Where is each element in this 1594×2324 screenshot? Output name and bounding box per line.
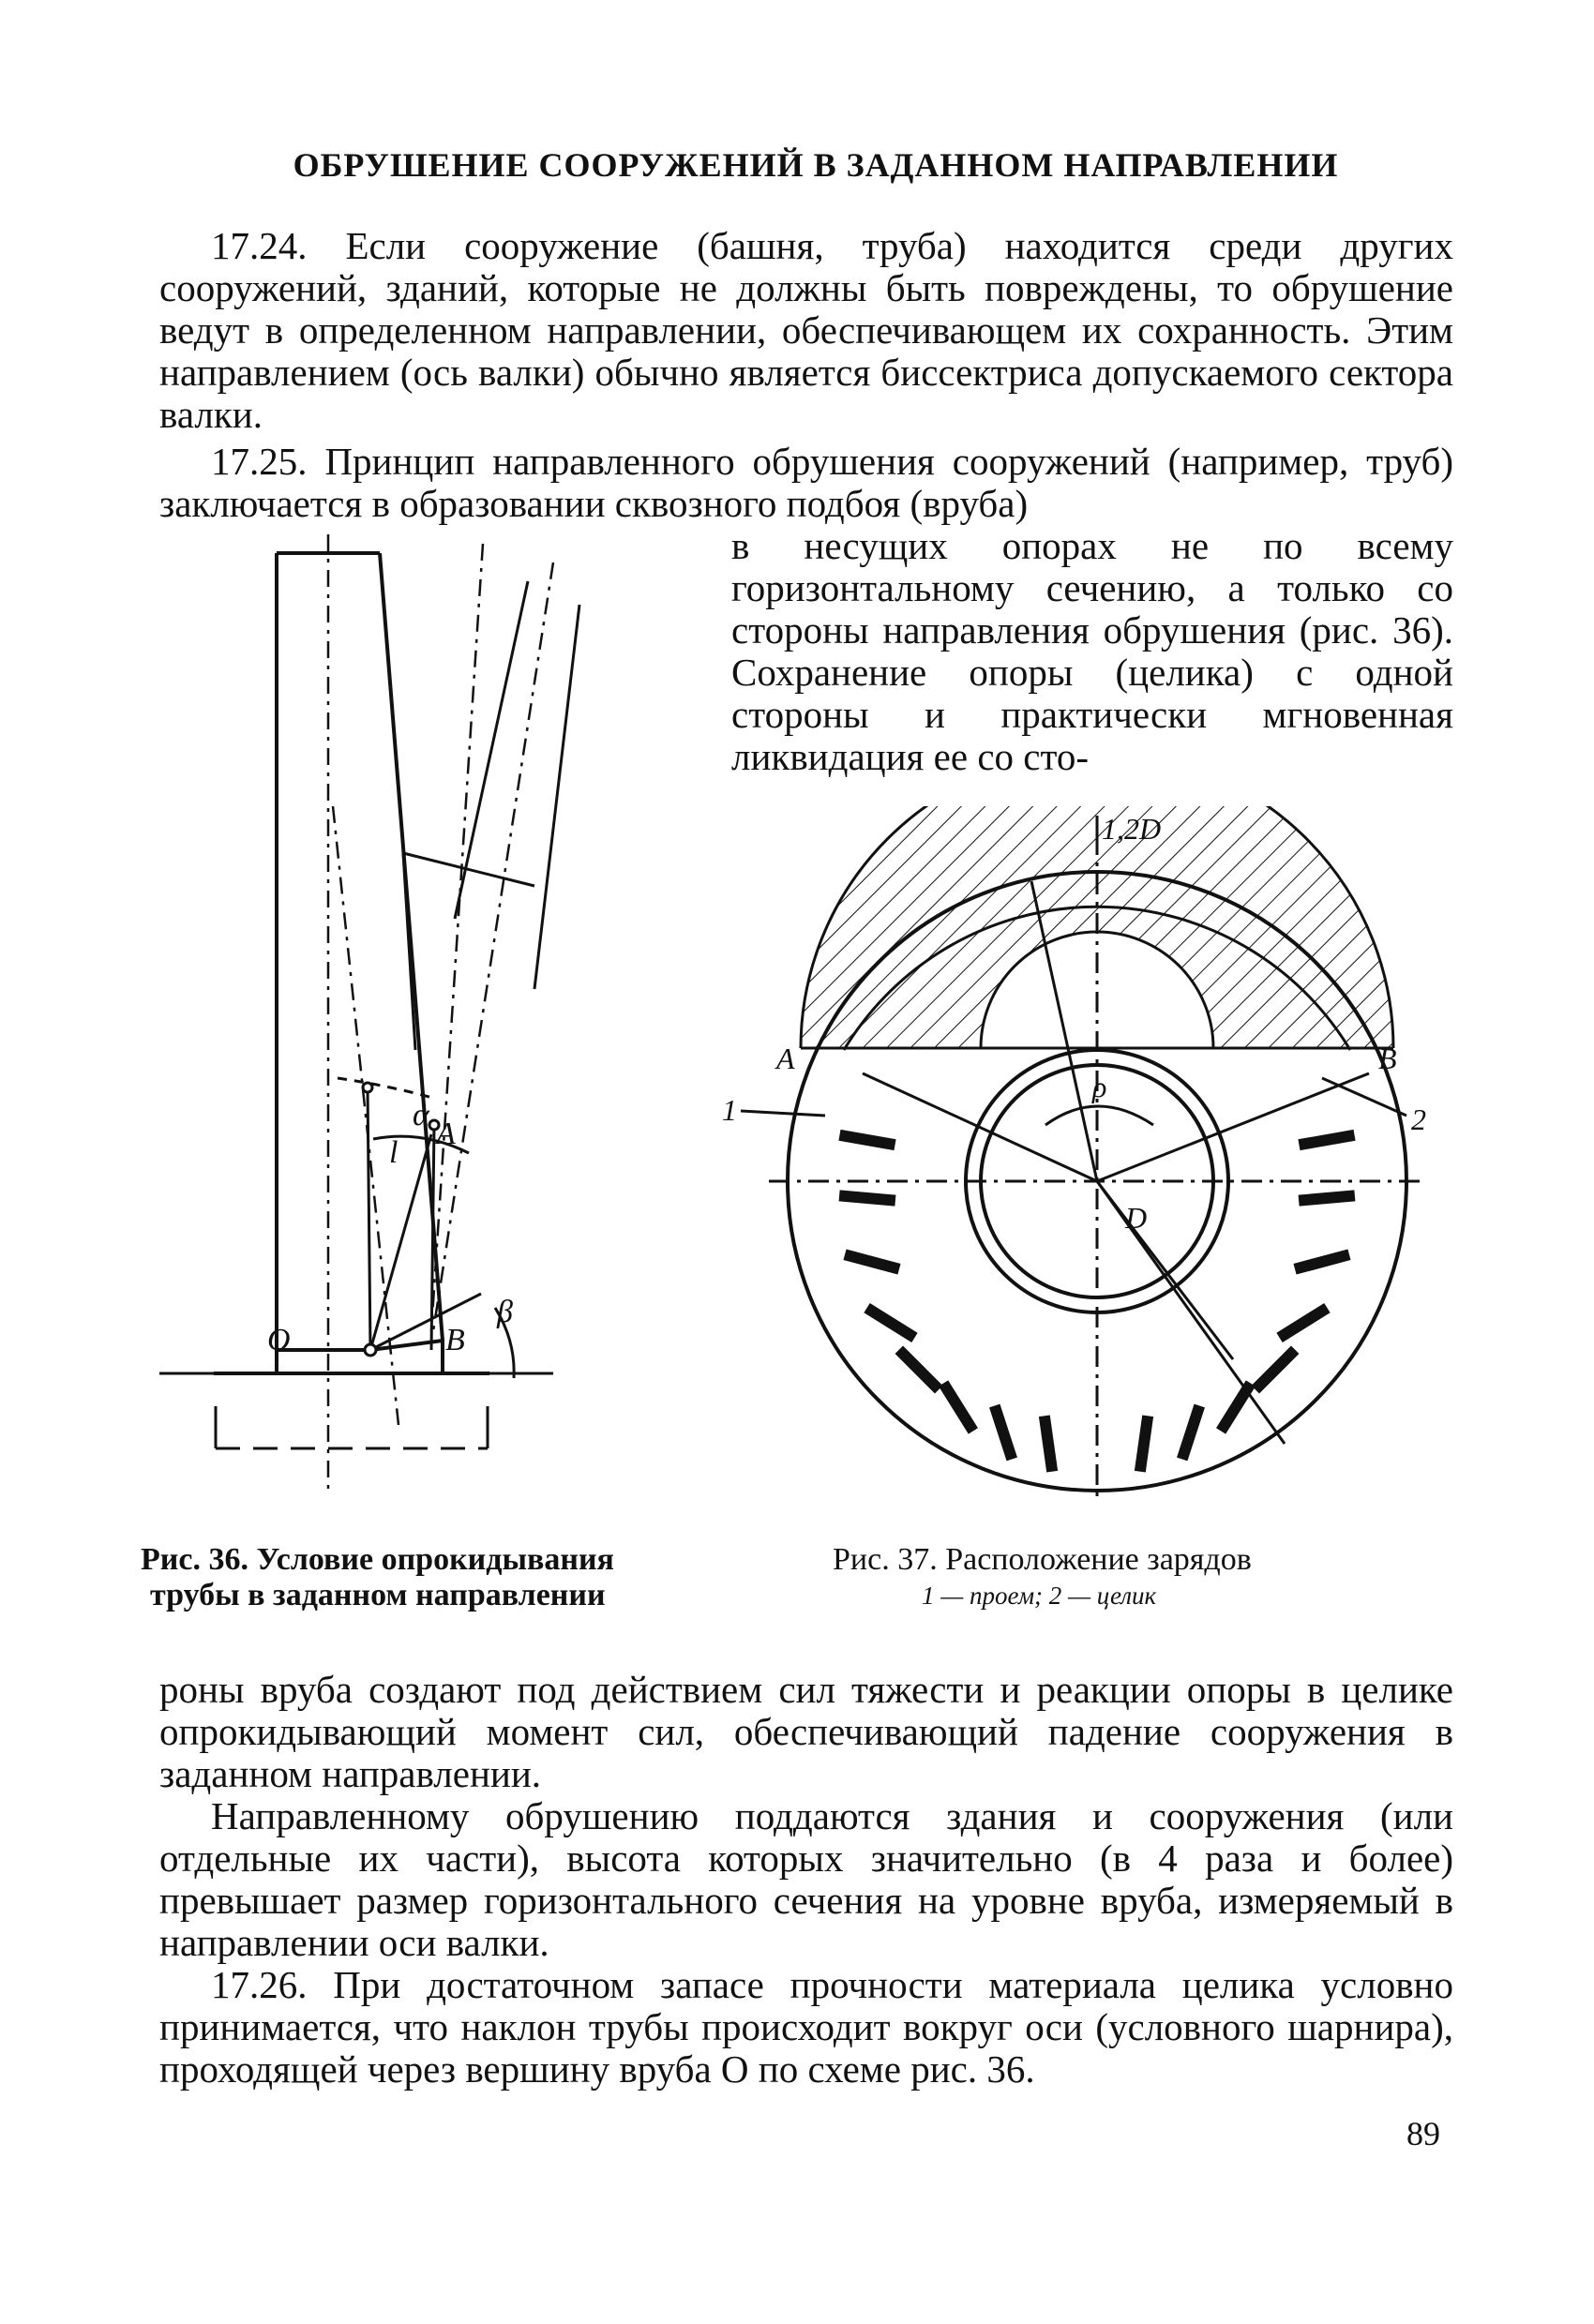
figure-36-caption: [141, 1542, 614, 1613]
label-1: 1: [722, 1093, 737, 1127]
paragraph-17-26-text: 17.26. При достаточном запасе прочности материала целика условно принимается, что наклон трубы происходит вокруг оси (условного шарнира), проходящей через вершину вруба О по схеме рис. 36.: [159, 1963, 1453, 2091]
tilted-chimney-right: [534, 605, 579, 989]
figure-37-caption-title: Рис. 37. Расположение зарядов: [833, 1542, 1252, 1577]
page-number: 89: [1406, 2115, 1440, 2152]
cut-outline: [277, 1341, 443, 1373]
label-o: O: [267, 1323, 291, 1357]
paragraph-17-26: [159, 1964, 1453, 2091]
label-rho: ρ: [1092, 1070, 1107, 1103]
figure-36-chimney-diagram: [150, 525, 675, 1500]
paragraph-continuation: роны вруба создают под действием сил тяжести и реакции опоры в целике опрокидывающий момент сил, обеспечивающий падение сооружения в заданном направлении.: [159, 1668, 1453, 1795]
label-2: 2: [1411, 1102, 1426, 1136]
label-1-2d: 1,2D: [1102, 812, 1162, 846]
paragraph-17-25: [159, 441, 1453, 525]
label-b: B: [445, 1323, 465, 1357]
paragraph-directed-collapse-text: Направленному обрушению поддаются здания и сооружения (или отдельные их части), высота которых значительно (в 4 раза и более) превышает размер горизонтального сечения на уровне вруба, измеряемый в направлении оси валки.: [159, 1794, 1453, 1964]
label-one: l: [389, 1135, 398, 1170]
figure-37-caption: [833, 1542, 1252, 1613]
section-heading: ОБРУШЕНИЕ СООРУЖЕНИЙ В ЗАДАННОМ НАПРАВЛЕНИИ: [293, 146, 1339, 184]
paragraph-17-25-column: в несущих опорах не по всему горизонтальному сечению, а только со стороны направления обрушения (рис. 36). Сохранение опоры (целика) с одной стороны и практически мгновенная ликвидация ее со сто-: [731, 524, 1453, 778]
figure-37-legend: 1 — проем; 2 — целик: [922, 1582, 1157, 1610]
tilted-chimney-left: [455, 581, 528, 919]
label-b: B: [1378, 1042, 1397, 1075]
paragraph-17-24-text: 17.24. Если сооружение (башня, труба) находится среди других сооружений, зданий, которые не должны быть повреждены, то обрушение ведут в определенном направлении, обеспечивающем их сохранность. Этим направлением (ось валки) обычно является биссектриса допускаемого сектора валки.: [159, 224, 1453, 436]
paragraph-directed-collapse: [159, 1795, 1453, 1964]
label-a: A: [436, 1117, 456, 1151]
paragraph-17-24: [159, 225, 1453, 436]
label-d: D: [1125, 1201, 1148, 1235]
label-alpha: α: [413, 1098, 429, 1132]
figure-36-caption-line2: трубы в заданном направлении: [150, 1578, 606, 1612]
figure-36-caption-line1: Рис. 36. Условие опрокидывания: [141, 1542, 614, 1577]
label-beta: β: [497, 1295, 513, 1329]
paragraph-17-25-text: 17.25. Принцип направленного обрушения сооружений (например, труб) заключается в образовании сквозного подбоя (вруба): [159, 440, 1453, 525]
figure-37-charge-layout: [722, 806, 1453, 1509]
label-a: A: [776, 1042, 795, 1075]
